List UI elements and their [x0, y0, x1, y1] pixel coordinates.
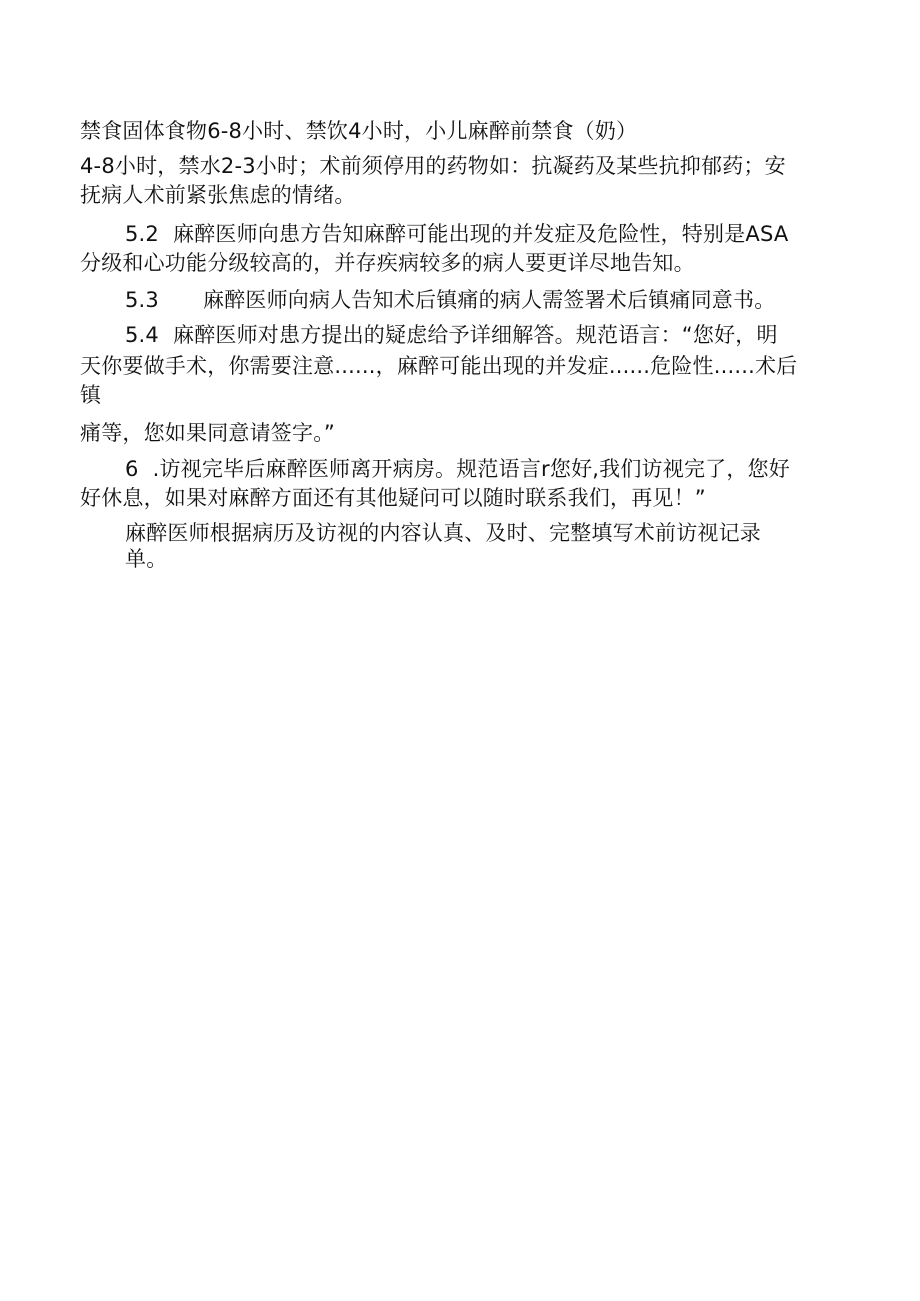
item-number: 5.3 — [125, 288, 159, 312]
closing-line-2: 单。 — [125, 547, 168, 571]
closing-line-1: 麻醉医师根据病历及访视的内容认真、及时、完整填写术前访视记录 — [125, 521, 761, 545]
item-5-4-line-1 — [125, 320, 778, 350]
item-number: 5.4 — [125, 323, 159, 347]
item-5-3-line-1 — [125, 285, 775, 315]
fasting-line-2: 4-8小时，禁水2-3小时；术前须停用的药物如：抗凝药及某些抗抑郁药；安 — [80, 154, 786, 178]
item-5-2-line-2: 分级和心功能分级较高的，并存疾病较多的病人要更详尽地告知。 — [80, 251, 695, 275]
item-6-line-1 — [125, 454, 790, 484]
item-text: 麻醉医师向病人告知术后镇痛的病人需签署术后镇痛同意书。 — [203, 288, 776, 312]
fasting-line-3: 抚病人术前紧张焦虑的情绪。 — [80, 183, 356, 207]
item-6-line-2: 好休息，如果对麻醉方面还有其他疑问可以随时联系我们，再见！” — [80, 486, 706, 510]
item-5-4-line-2: 天你要做手术，你需要注意......，麻醉可能出现的并发症......危险性......术后 — [80, 354, 798, 378]
fasting-line-1: 禁食固体食物6-8小时、禁饮4小时，小儿麻醉前禁食（奶） — [80, 119, 638, 143]
item-text: 麻醉医师对患方提出的疑虑给予详细解答。规范语言：“您好，明 — [173, 323, 778, 347]
item-number: 5.2 — [125, 222, 159, 246]
item-5-4-line-3: 镇 — [80, 383, 102, 407]
item-5-4-line-4: 痛等，您如果同意请签字。” — [80, 421, 335, 445]
item-number: 6 — [125, 457, 139, 481]
item-text: 麻醉医师向患方告知麻醉可能出现的并发症及危险性，特别是ASA — [173, 222, 789, 246]
item-text: .访视完毕后麻醉医师离开病房。规范语言r您好,我们访视完了，您好 — [152, 457, 790, 481]
item-5-2-line-1 — [125, 219, 788, 249]
